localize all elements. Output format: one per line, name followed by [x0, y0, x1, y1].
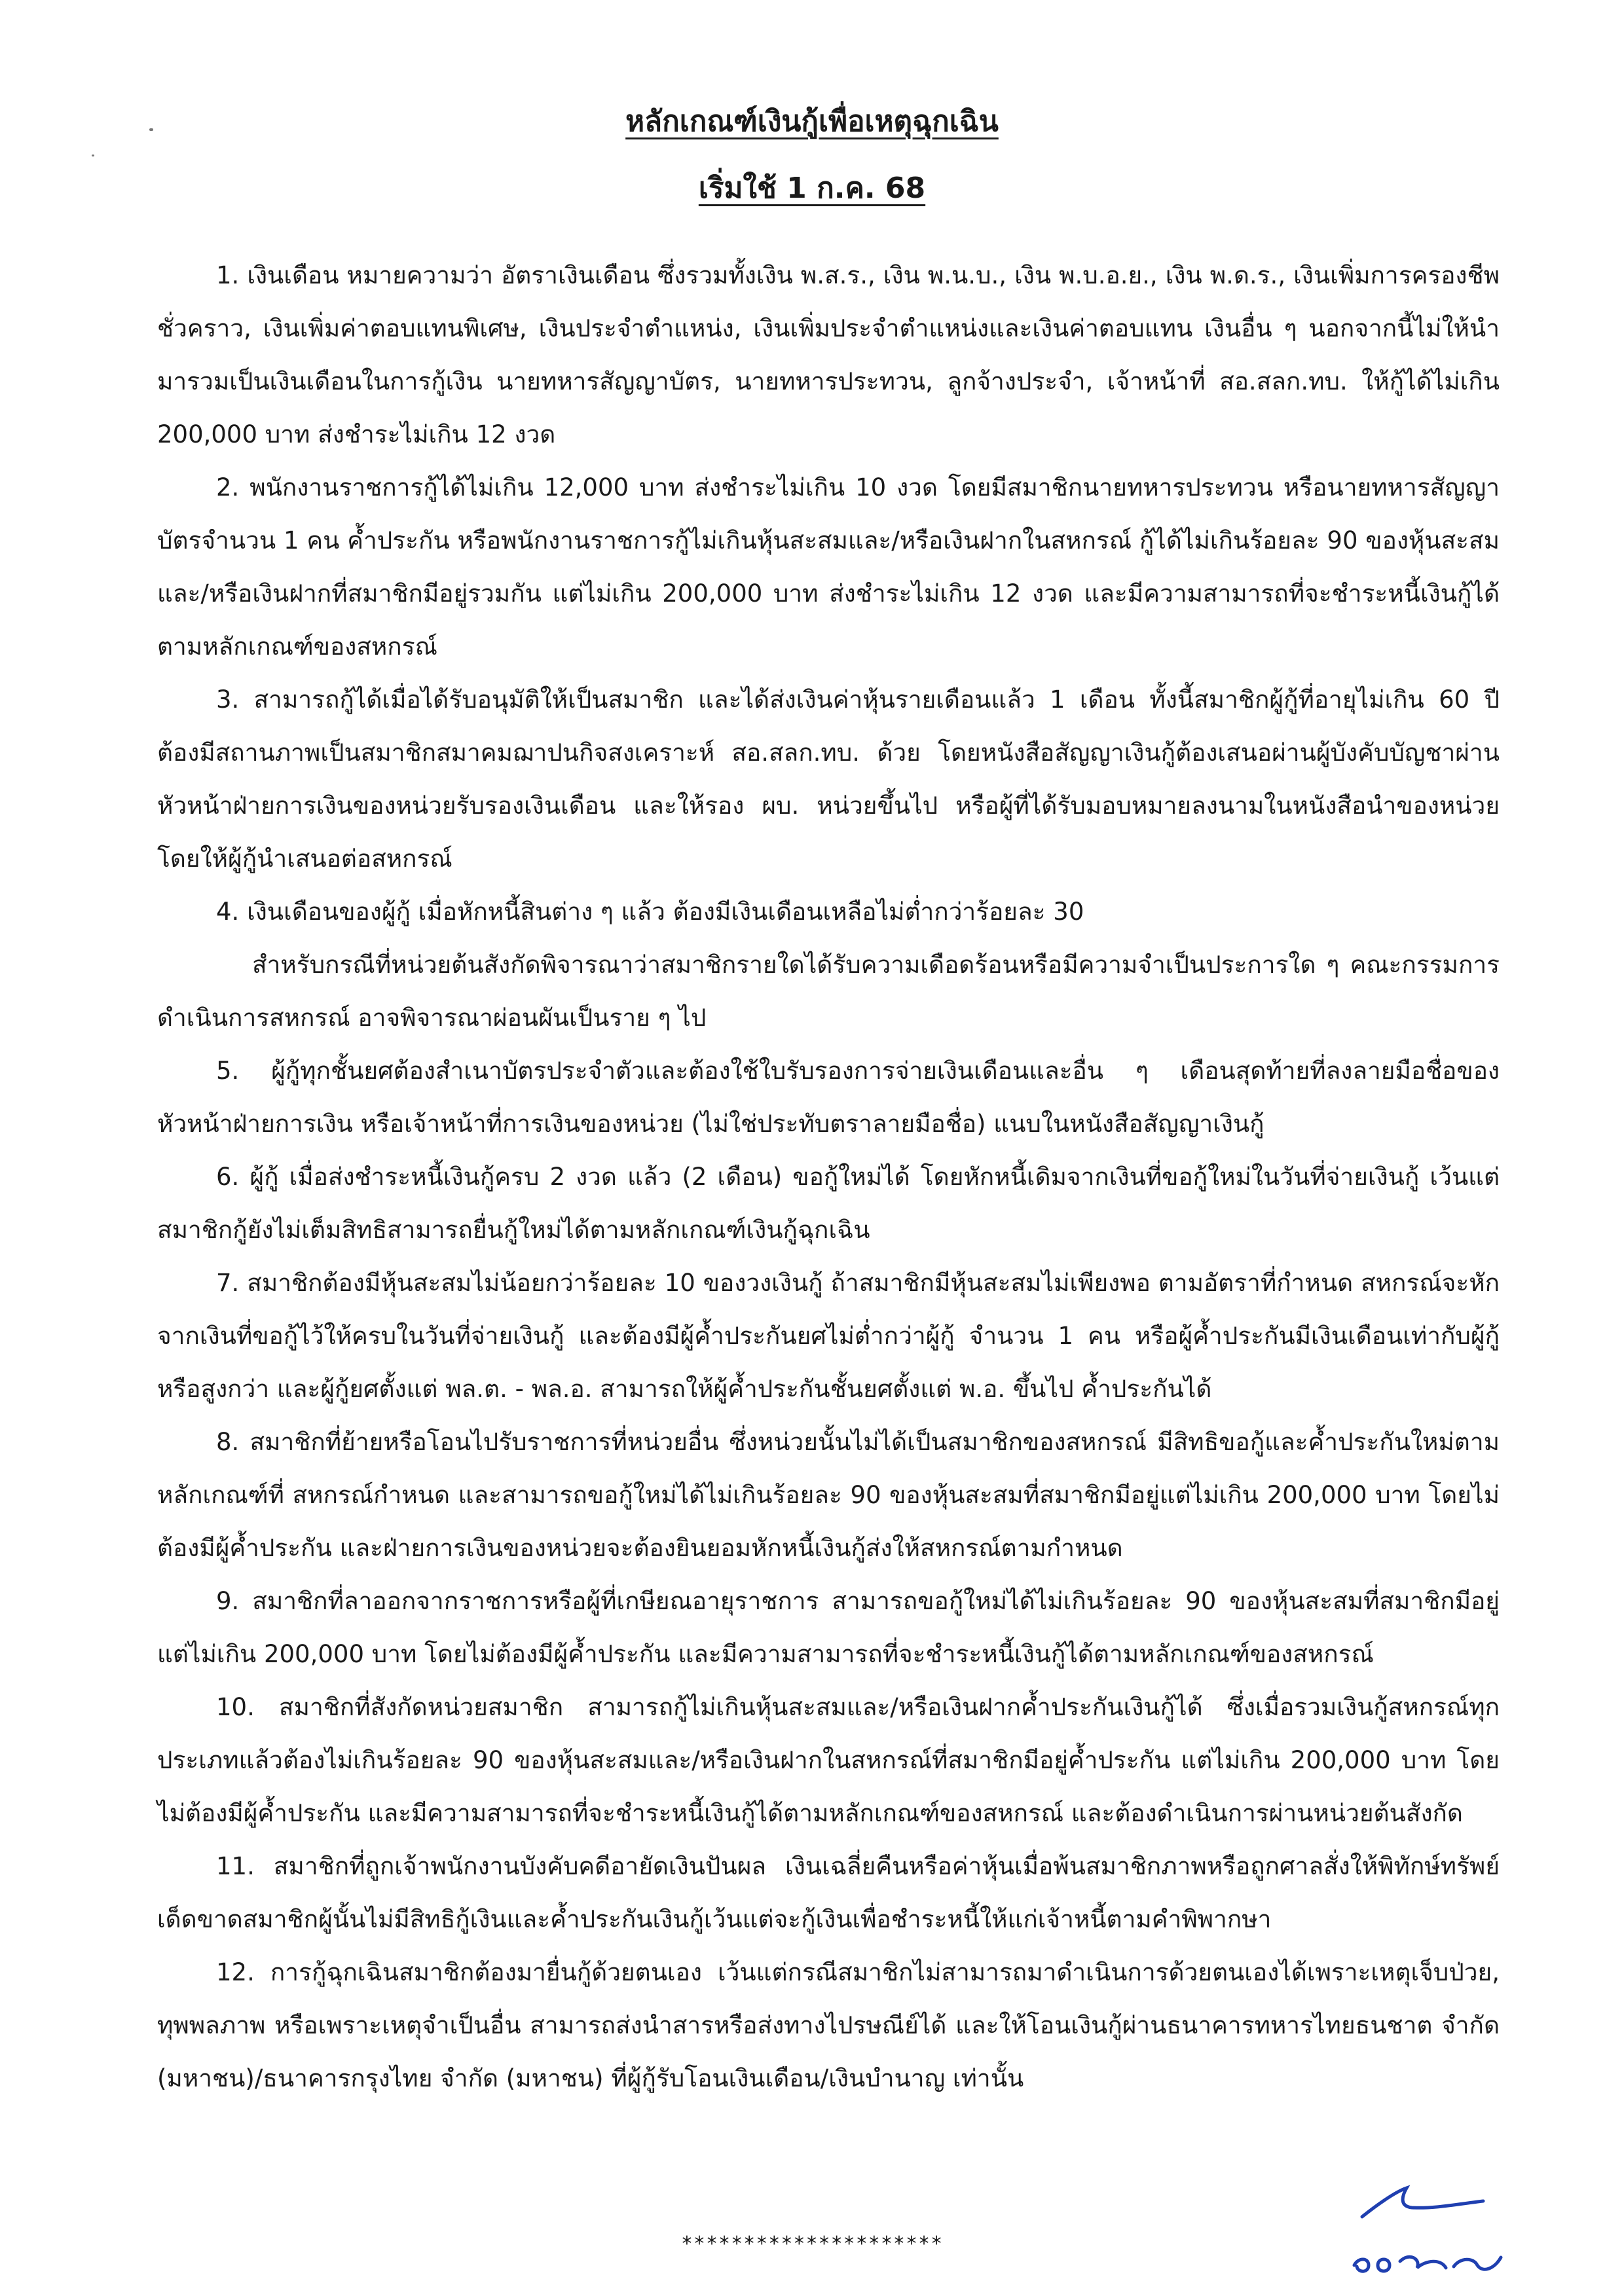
criteria-item-7: 7. สมาชิกต้องมีหุ้นสะสมไม่น้อยกว่าร้อยละ 10 ของวงเงินกู้ ถ้าสมาชิกมีหุ้นสะสมไม่เพียงพอ ตามอัตราที่กำหนด สหกรณ์จะหักจากเงินที่ขอกู้ไว้ให้ครบในวันที่จ่ายเงินกู้ และต้องมีผู้ค้ำประกันยศไม่ต่ำกว่าผู้กู้ จำนวน 1 คน หรือผู้ค้ำประกันมีเงินเดือนเท่ากับผู้กู้หรือสูงกว่า และผู้กู้ยศตั้งแต่ พล.ต. - พล.อ. สามารถให้ผู้ค้ำประกันชั้นยศตั้งแต่ พ.อ. ขึ้นไป ค้ำประกันได้	[157, 1269, 1500, 1403]
document-effective-date: เริ่มใช้ 1 ก.ค. 68	[698, 172, 926, 205]
criteria-item-2: 2. พนักงานราชการกู้ได้ไม่เกิน 12,000 บาท ส่งชำระไม่เกิน 10 งวด โดยมีสมาชิกนายทหารประทวน หรือนายทหารสัญญาบัตรจำนวน 1 คน ค้ำประกัน หรือพนักงานราชการกู้ไม่เกินหุ้นสะสมและ/หรือเงินฝากในสหกรณ์ กู้ได้ไม่เกินร้อยละ 90 ของหุ้นสะสมและ/หรือเงินฝากที่สมาชิกมีอยู่รวมกัน แต่ไม่เกิน 200,000 บาท ส่งชำระไม่เกิน 12 งวด และมีความสามารถที่จะชำระหนี้เงินกู้ได้ตามหลักเกณฑ์ของสหกรณ์	[157, 473, 1500, 661]
criteria-item-10: 10. สมาชิกที่สังกัดหน่วยสมาชิก สามารถกู้ไม่เกินหุ้นสะสมและ/หรือเงินฝากค้ำประกันเงินกู้ได้ ซึ่งเมื่อรวมเงินกู้สหกรณ์ทุกประเภทแล้วต้องไม่เกินร้อยละ 90 ของหุ้นสะสมและ/หรือเงินฝากในสหกรณ์ที่สมาชิกมีอยู่ค้ำประกัน แต่ไม่เกิน 200,000 บาท โดยไม่ต้องมีผู้ค้ำประกัน และมีความสามารถที่จะชำระหนี้เงินกู้ได้ตามหลักเกณฑ์ของสหกรณ์ และต้องดำเนินการผ่านหน่วยต้นสังกัด	[157, 1693, 1500, 1827]
criteria-item-5: 5. ผู้กู้ทุกชั้นยศต้องสำเนาบัตรประจำตัวและต้องใช้ใบรับรองการจ่ายเงินเดือนและอื่น ๆ เดือนสุดท้ายที่ลงลายมือชื่อของหัวหน้าฝ่ายการเงิน หรือเจ้าหน้าที่การเงินของหน่วย (ไม่ใช่ประทับตราลายมือชื่อ) แนบในหนังสือสัญญาเงินกู้	[157, 1057, 1500, 1138]
scan-speck	[92, 155, 94, 156]
signature-date-stroke	[1354, 2257, 1501, 2271]
criteria-item-4-note: สำหรับกรณีที่หน่วยต้นสังกัดพิจารณาว่าสมาชิกรายใดได้รับความเดือดร้อนหรือมีความจำเป็นประการใด ๆ คณะกรรมการดำเนินการสหกรณ์ อาจพิจารณาผ่อนผันเป็นราย ๆ ไป	[157, 951, 1500, 1032]
signature-mark	[1349, 2180, 1519, 2285]
criteria-item-1: 1. เงินเดือน หมายความว่า อัตราเงินเดือน ซึ่งรวมทั้งเงิน พ.ส.ร., เงิน พ.น.บ., เงิน พ.บ.อ.ย., เงิน พ.ด.ร., เงินเพิ่มการครองชีพชั่วคราว, เงินเพิ่มค่าตอบแทนพิเศษ, เงินประจำตำแหน่ง, เงินเพิ่มประจำตำแหน่งและเงินค่าตอบแทน เงินอื่น ๆ นอกจากนี้ไม่ให้นำมารวมเป็นเงินเดือนในการกู้เงิน นายทหารสัญญาบัตร, นายทหารประทวน, ลูกจ้างประจำ, เจ้าหน้าที่ สอ.สลก.ทบ. ให้กู้ได้ไม่เกิน 200,000 บาท ส่งชำระไม่เกิน 12 งวด	[157, 261, 1500, 448]
criteria-item-11: 11. สมาชิกที่ถูกเจ้าพนักงานบังคับคดีอายัดเงินปันผล เงินเฉลี่ยคืนหรือค่าหุ้นเมื่อพ้นสมาชิกภาพหรือถูกศาลสั่งให้พิทักษ์ทรัพย์เด็ดขาดสมาชิกผู้นั้นไม่มีสิทธิกู้เงินและค้ำประกันเงินกู้เว้นแต่จะกู้เงินเพื่อชำระหนี้ให้แก่เจ้าหนี้ตามคำพิพากษา	[157, 1852, 1500, 1933]
criteria-item-12: 12. การกู้ฉุกเฉินสมาชิกต้องมายื่นกู้ด้วยตนเอง เว้นแต่กรณีสมาชิกไม่สามารถมาดำเนินการด้วยตนเองได้เพราะเหตุเจ็บป่วย, ทุพพลภาพ หรือเพราะเหตุจำเป็นอื่น สามารถส่งนำสารหรือส่งทางไปรษณีย์ได้ และให้โอนเงินกู้ผ่านธนาคารทหารไทยธนชาต จำกัด (มหาชน)/ธนาคารกรุงไทย จำกัด (มหาชน) ที่ผู้กู้รับโอนเงินเดือน/เงินบำนาญ เท่านั้น	[157, 1958, 1500, 2092]
criteria-item-6: 6. ผู้กู้ เมื่อส่งชำระหนี้เงินกู้ครบ 2 งวด แล้ว (2 เดือน) ขอกู้ใหม่ได้ โดยหักหนี้เดิมจากเงินที่ขอกู้ใหม่ในวันที่จ่ายเงินกู้ เว้นแต่ สมาชิกกู้ยังไม่เต็มสิทธิสามารถยื่นกู้ใหม่ได้ตามหลักเกณฑ์เงินกู้ฉุกเฉิน	[157, 1163, 1500, 1244]
signature-stroke	[1362, 2188, 1483, 2217]
document-title: หลักเกณฑ์เงินกู้เพื่อเหตุฉุกเฉิน	[625, 105, 999, 138]
end-separator: *********************	[680, 2232, 944, 2255]
criteria-list	[157, 249, 1500, 2105]
criteria-item-8: 8. สมาชิกที่ย้ายหรือโอนไปรับราชการที่หน่วยอื่น ซึ่งหน่วยนั้นไม่ได้เป็นสมาชิกของสหกรณ์ มีสิทธิขอกู้และค้ำประกันใหม่ตามหลักเกณฑ์ที่ สหกรณ์กำหนด และสามารถขอกู้ใหม่ได้ไม่เกินร้อยละ 90 ของหุ้นสะสมที่สมาชิกมีอยู่แต่ไม่เกิน 200,000 บาท โดยไม่ต้องมีผู้ค้ำประกัน และฝ่ายการเงินของหน่วยจะต้องยินยอมหักหนี้เงินกู้ส่งให้สหกรณ์ตามกำหนด	[157, 1428, 1500, 1562]
criteria-item-9: 9. สมาชิกที่ลาออกจากราชการหรือผู้ที่เกษียณอายุราชการ สามารถขอกู้ใหม่ได้ไม่เกินร้อยละ 90 ของหุ้นสะสมที่สมาชิกมีอยู่แต่ไม่เกิน 200,000 บาท โดยไม่ต้องมีผู้ค้ำประกัน และมีความสามารถที่จะชำระหนี้เงินกู้ได้ตามหลักเกณฑ์ของสหกรณ์	[157, 1587, 1500, 1668]
criteria-item-4: 4. เงินเดือนของผู้กู้ เมื่อหักหนี้สินต่าง ๆ แล้ว ต้องมีเงินเดือนเหลือไม่ต่ำกว่าร้อยละ 30	[216, 898, 1084, 926]
criteria-item-3: 3. สามารถกู้ได้เมื่อได้รับอนุมัติให้เป็นสมาชิก และได้ส่งเงินค่าหุ้นรายเดือนแล้ว 1 เดือน ทั้งนี้สมาชิกผู้กู้ที่อายุไม่เกิน 60 ปี ต้องมีสถานภาพเป็นสมาชิกสมาคมฌาปนกิจสงเคราะห์ สอ.สลก.ทบ. ด้วย โดยหนังสือสัญญาเงินกู้ต้องเสนอผ่านผู้บังคับบัญชาผ่านหัวหน้าฝ่ายการเงินของหน่วยรับรองเงินเดือน และให้รอง ผบ. หน่วยขึ้นไป หรือผู้ที่ได้รับมอบหมายลงนามในหนังสือนำของหน่วยโดยให้ผู้กู้นำเสนอต่อสหกรณ์	[157, 685, 1500, 873]
